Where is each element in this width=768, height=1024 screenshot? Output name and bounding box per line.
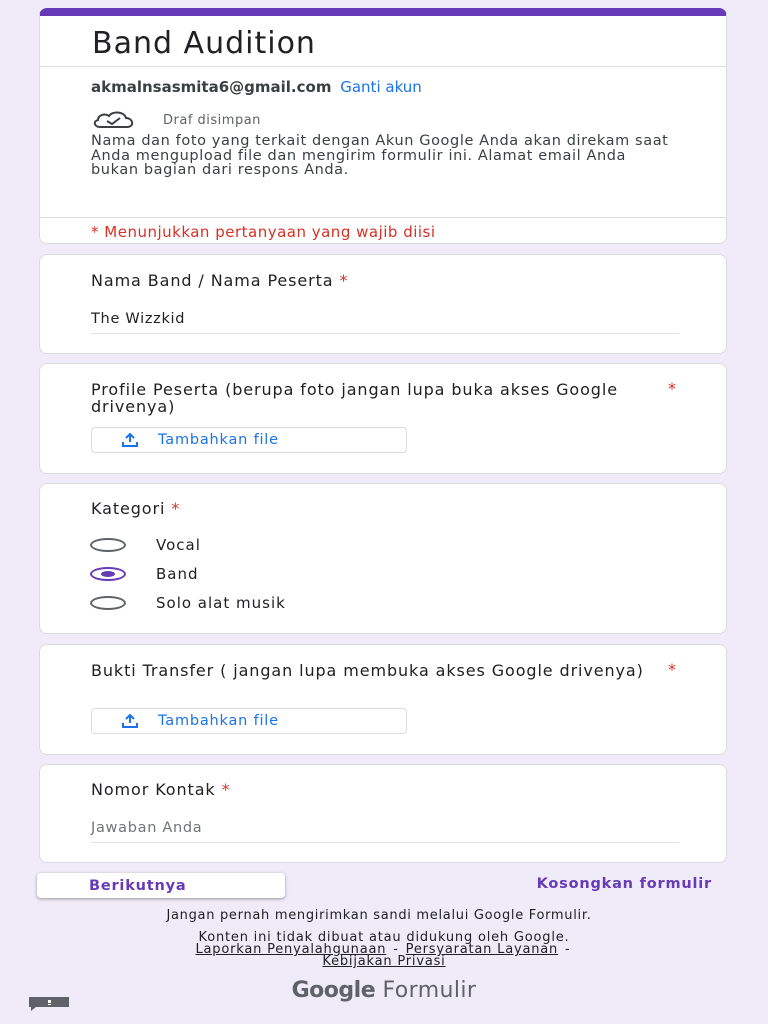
upload-icon: [122, 714, 138, 728]
terms-link[interactable]: Persyaratan Layanan: [405, 942, 559, 957]
radio-label: Solo alat musik: [156, 594, 286, 612]
footer-separator: -: [393, 942, 399, 957]
footer-notice-text: Konten ini tidak dibuat atau didukung oleh Google.: [198, 930, 570, 945]
question-transfer: [39, 644, 727, 755]
question-band-name: [39, 254, 727, 354]
report-abuse-link[interactable]: Laporkan Penyalahgunaan: [195, 942, 387, 957]
question-title: Kategori *: [91, 499, 181, 518]
question-contact: [39, 764, 727, 863]
privacy-link[interactable]: Kebijakan Privasi: [322, 954, 446, 969]
feedback-icon[interactable]: [28, 996, 70, 1012]
brand-google: Google: [291, 978, 376, 1003]
cloud-check-icon: [91, 110, 137, 130]
add-file-button[interactable]: [91, 427, 407, 453]
account-disclaimer: Nama dan foto yang terkait dengan Akun Google Anda akan direkam saat Anda mengupload file dan mengirim formulir ini. Alamat email Anda bukan bagian dari respons Anda.: [91, 133, 669, 179]
required-note: * Menunjukkan pertanyaan yang wajib diisi: [91, 223, 436, 241]
password-warning: Jangan pernah mengirimkan sandi melalui Google Formulir.: [166, 908, 592, 923]
radio-button[interactable]: [90, 538, 126, 552]
add-file-label: Tambahkan file: [158, 713, 279, 729]
band-name-input[interactable]: The Wizzkid: [91, 311, 679, 334]
radio-option-band[interactable]: [90, 565, 199, 583]
required-star: *: [339, 271, 349, 290]
next-button-label: Berikutnya: [89, 877, 187, 894]
account-email: akmalnsasmita6@gmail.com: [91, 78, 332, 96]
header-divider: [40, 66, 726, 67]
switch-account-link[interactable]: Ganti akun: [340, 78, 422, 96]
required-star: *: [221, 780, 231, 799]
question-title: Bukti Transfer ( jangan lupa membuka akses Google drivenya): [91, 661, 644, 680]
account-line: [91, 78, 422, 96]
radio-button[interactable]: [90, 596, 126, 610]
add-file-button[interactable]: [91, 708, 407, 734]
draft-status-text: Draf disimpan: [163, 112, 261, 128]
radio-label: Vocal: [156, 536, 201, 554]
radio-label: Band: [156, 565, 199, 583]
question-title: Profile Peserta (berupa foto jangan lupa buka akses Google drivenya): [91, 380, 618, 416]
footer-separator: -: [565, 942, 571, 957]
brand-product: Formulir: [382, 978, 477, 1003]
add-file-label: Tambahkan file: [158, 432, 279, 448]
contact-number-input[interactable]: Jawaban Anda: [91, 820, 679, 843]
radio-option-solo[interactable]: [90, 594, 286, 612]
form-header-card: [39, 8, 727, 244]
required-star: *: [171, 499, 181, 518]
upload-icon: [122, 433, 138, 447]
radio-button-selected[interactable]: [90, 567, 126, 581]
google-forms-logo[interactable]: [0, 978, 768, 1003]
draft-status: [91, 108, 261, 132]
question-title: Nomor Kontak *: [91, 780, 231, 799]
required-star: *: [668, 379, 676, 398]
question-title: Nama Band / Nama Peserta *: [91, 271, 349, 290]
clear-form-button[interactable]: Kosongkan formulir: [536, 876, 712, 892]
footer-notice: [0, 932, 768, 968]
next-button[interactable]: [37, 873, 285, 898]
header-divider-bottom: [40, 217, 726, 218]
radio-option-vocal[interactable]: [90, 536, 201, 554]
question-category: [39, 483, 727, 634]
required-star: *: [668, 660, 676, 679]
form-title: Band Audition: [92, 26, 316, 61]
question-profile: [39, 363, 727, 474]
